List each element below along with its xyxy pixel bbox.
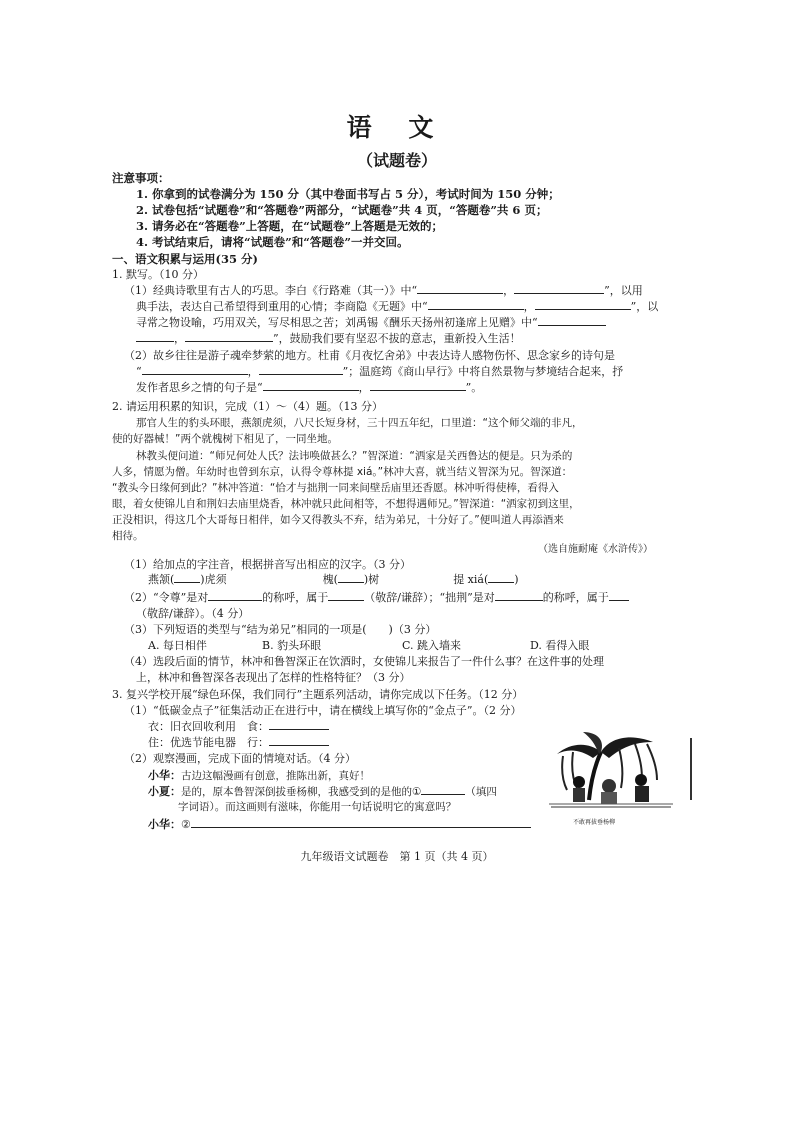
answer-blank[interactable] (174, 571, 200, 583)
q2-sub3: （3）下列短语的类型与“结为弟兄”相同的一项是( )（3 分） (124, 623, 437, 636)
q1-part2-line1: （2）故乡往往是游子魂牵梦萦的地方。杜甫《月夜忆舍弟》中表达诗人感物伤怀、思念家乡的诗句是 (124, 349, 615, 362)
note-item: 2. 试卷包括“试题卷”和“答题卷”两部分，“试题卷”共 4 页，“答题卷”共 6 页； (136, 203, 548, 217)
notes-heading: 注意事项： (112, 171, 170, 185)
answer-blank[interactable] (514, 282, 604, 294)
passage-line: 林教头便问道：“师兄何处人氏？法讳唤做甚么？”智深道：“洒家是关西鲁达的便是。只为杀的 (136, 450, 573, 462)
answer-blank[interactable] (370, 379, 466, 391)
passage-line: 那官人生的豹头环眼，燕颔虎须，八尺长短身材，三十四五年纪，口里道：“这个师父端的非凡， (136, 417, 583, 429)
answer-blank[interactable] (269, 718, 329, 730)
choice-option[interactable]: B. 豹头环眼 (262, 639, 322, 652)
answer-blank[interactable] (488, 571, 514, 583)
answer-blank[interactable] (535, 298, 631, 310)
passage-line: 使的好器械！”两个就槐树下相见了，一同坐地。 (112, 433, 338, 445)
section-heading: 一、语文积累与运用(35 分) (112, 252, 258, 266)
choice-option[interactable]: C. 跳入墙来 (402, 639, 462, 652)
answer-blank[interactable] (421, 783, 465, 795)
passage-line: 相待。 (112, 530, 144, 542)
q1-part1-line3: 寻常之物设喻，巧用双关，写尽相思之苦；刘禹锡《酬乐天扬州初逢席上见赠》中“ (136, 314, 606, 330)
cartoon-image (549, 730, 673, 816)
choice-option[interactable]: A. 每日相伴 (148, 639, 207, 652)
answer-blank[interactable] (185, 330, 273, 342)
q1-part1-line4: ， ”，鼓励我们要有坚忍不拔的意志，重新投入生活！ (136, 330, 521, 346)
answer-blank[interactable] (191, 816, 531, 828)
dialogue-line: 字词语）。而这画则有滋味，你能用一句话说明它的寓意吗？ (178, 801, 457, 813)
q1-part2-line2: “ ， ”；温庭筠《商山早行》中将自然景物与梦境结合起来，抒 (136, 365, 624, 378)
question-1-label: 1. 默写。（10 分） (112, 268, 204, 281)
choice-option[interactable]: D. 看得入眼 (530, 639, 590, 652)
note-item: 4. 考试结束后，请将“试题卷”和“答题卷”一并交回。 (136, 235, 409, 249)
answer-blank[interactable] (495, 589, 543, 601)
q3-sub1: （1）“低碳金点子”征集活动正在进行中，请在横线上填写你的“金点子”。（2 分） (124, 704, 522, 717)
q3-sub2: （2）观察漫画，完成下面的情境对话。（4 分） (124, 752, 356, 765)
answer-blank[interactable] (328, 589, 364, 601)
note-item: 1. 你拿到的试卷满分为 150 分（其中卷面书写占 5 分），考试时间为 150 分钟； (136, 187, 560, 201)
answer-blank[interactable] (259, 363, 343, 375)
answer-blank[interactable] (142, 363, 248, 375)
answer-blank[interactable] (338, 571, 364, 583)
margin-line (690, 738, 692, 800)
dialogue-line: 小华：② (148, 816, 531, 832)
passage-line: 人多，情愿为僧。年幼时也曾到东京，认得令尊林提 xiá。”林冲大喜，就当结义智深为兄。智深道： (112, 466, 573, 478)
q3-sub1-row1: 衣：旧衣回收利用 食： (148, 718, 329, 734)
note-item: 3. 请务必在“答题卷”上答题，在“试题卷”上答题是无效的； (136, 219, 443, 233)
q2-sub1: （1）给加点的字注音，根据拼音写出相应的汉字。（3 分） (124, 558, 411, 571)
passage-line: 正没相识，得这几个大哥每日相伴，如今又得教头不弃，结为弟兄，十分好了。”便叫道人再添酒来 (112, 514, 564, 526)
dialogue-line: 小华：古边这幅漫画有创意，推陈出新，真好！ (148, 769, 370, 782)
q2-sub1-answers: 燕颔( )虎须 槐( )树 提 xiá( ) (148, 573, 519, 586)
q1-part1-line2: 典手法，表达自己希望得到重用的心情；李商隐《无题》中“ ， ”，以 (136, 300, 659, 313)
dialogue-line: 小夏：是的，原本鲁智深倒拔垂杨柳，我感受到的是他的① （填四 (148, 785, 497, 798)
passage-line: “教头今日缘何到此？”林冲答道：“恰才与拙荆一同来间壁岳庙里还香愿。林冲听得使棒，看得入 (112, 482, 559, 494)
page-subtitle: （试题卷） (356, 151, 437, 170)
page-footer: 九年级语文试题卷 第 1 页（共 4 页） (300, 850, 494, 863)
question-3-label: 3. 复兴学校开展“绿色环保，我们同行”主题系列活动，请你完成以下任务。（12 分） (112, 688, 524, 701)
answer-blank[interactable] (136, 330, 174, 342)
question-2-label: 2. 请运用积累的知识，完成（1）～（4）题。（13 分） (112, 400, 383, 413)
answer-blank[interactable] (263, 379, 359, 391)
q1-part2-line3: 发作者思乡之情的句子是“ ， ”。 (136, 381, 483, 394)
q2-sub2-line2: （敬辞/谦辞）。（4 分） (136, 607, 250, 620)
passage-line: 眼，着女使锦儿自和荆妇去庙里烧香，林冲就只此间相等，不想得遇师兄。”智深道：“洒家初到这里， (112, 498, 580, 510)
answer-blank[interactable] (538, 314, 606, 326)
q2-sub4-line2: 上，林冲和鲁智深各表现出了怎样的性格特征？（3 分） (136, 671, 411, 684)
q2-sub4-line1: （4）选段后面的情节，林冲和鲁智深正在饮酒时，女使锦儿来报告了一件什么事？在这件事的处理 (124, 655, 604, 668)
answer-blank[interactable] (208, 589, 262, 601)
cartoon-caption: 不敢再拔垂杨柳 (573, 819, 616, 826)
answer-blank[interactable] (428, 298, 524, 310)
q3-sub1-row2: 住：优选节能电器 行： (148, 734, 329, 750)
passage-source: （选自施耐庵《水浒传》） (538, 544, 653, 555)
q2-sub2-line1: （2）“令尊”是对 的称呼，属于 （敬辞/谦辞）；“拙荆”是对 的称呼，属于 (124, 589, 629, 605)
answer-blank[interactable] (269, 734, 329, 746)
answer-blank[interactable] (609, 589, 629, 601)
answer-blank[interactable] (417, 282, 503, 294)
q1-part1-line1: （1）经典诗歌里有古人的巧思。李白《行路难（其一）》中“ ， ”，以用 (124, 284, 643, 297)
page-title: 语 文 (346, 113, 448, 142)
